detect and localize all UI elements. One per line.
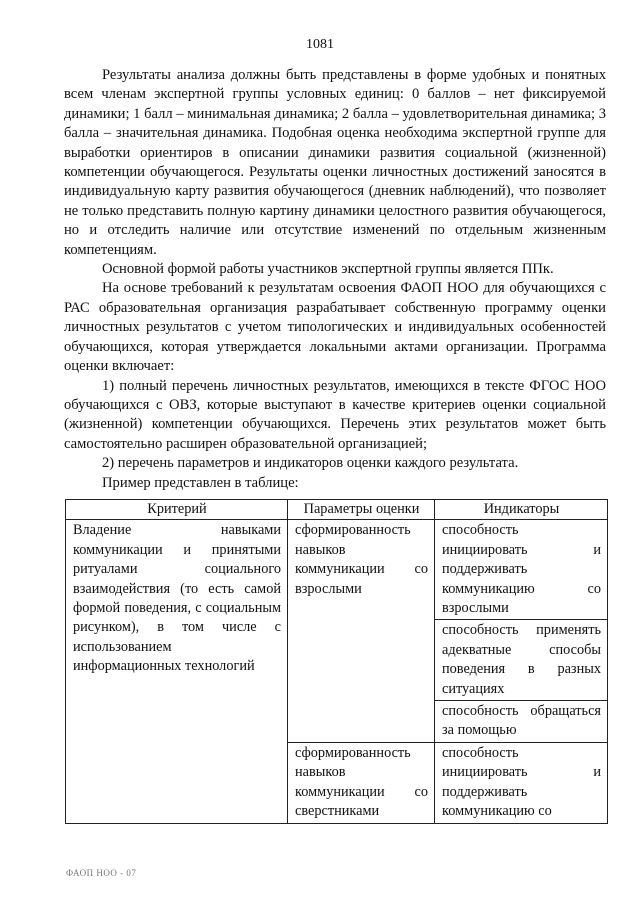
criterion-cell: Владение навыками коммуникации и принятыми ритуалами социального взаимодействия (то есть самой формой поведения, с социальным рисунком), в том числе с использованием информационных технологий — [66, 520, 288, 823]
paragraph-list-item-2: 2) перечень параметров и индикаторов оценки каждого результата. — [102, 455, 519, 472]
header-criterion: Критерий — [66, 500, 288, 520]
criteria-table — [65, 499, 608, 824]
parameter-cell-peers: сформированность навыков коммуникации со сверстниками — [288, 742, 435, 823]
page-number: 1081 — [306, 37, 334, 52]
paragraph-list-item-1: 1) полный перечень личностных результатов, имеющихся в тексте ФГОС НОО обучающихся с ОВЗ, которые выступают в качестве критериев оценки социальной (жизненной) компетенции обучающихся. Перечень этих результатов может быть самостоятельно расширен образовательной организацией; — [64, 377, 606, 452]
indicator-cell: способность обращаться за помощью — [435, 701, 608, 743]
header-parameters: Параметры оценки — [288, 500, 435, 520]
paragraph-table-intro: Пример представлен в таблице: — [102, 474, 299, 491]
paragraph-ppk: Основной формой работы участников экспертной группы является ППк. — [102, 261, 554, 278]
indicator-cell: способность инициировать и поддерживать коммуникацию со взрослыми — [435, 520, 608, 620]
paragraph-program-basis: На основе требований к результатам освоения ФАОП НОО для обучающихся с РАС образовательная организация разрабатывает собственную программу оценки личностных результатов с учетом типологических и индивидуальных особенностей обучающихся, которая утверждается локальными актами организации. Программа оценки включает: — [64, 280, 606, 375]
table-row — [66, 520, 608, 620]
indicator-cell: способность инициировать и поддерживать коммуникацию со — [435, 742, 608, 823]
indicator-cell: способность применять адекватные способы поведения в разных ситуациях — [435, 620, 608, 701]
table-header-row — [66, 500, 608, 520]
paragraph-results-analysis: Результаты анализа должны быть представлены в форме удобных и понятных всем членам экспертной группы условных единиц: 0 баллов – нет фиксируемой динамики; 1 балл – минимальная динамика; 2 балла – удовлетворительная динамика; 3 балла – значительная динамика. Подобная оценка необходима экспертной группе для выработки ориентиров в описании динамики развития социальной (жизненной) компетенции обучающегося. Результаты оценки личностных достижений заносятся в индивидуальную карту развития обучающегося (дневник наблюдений), что позволяет не только представить полную картину динамики целостного развития обучающегося, но и отследить наличие или отсутствие изменений по отдельным жизненным компетенциям. — [64, 67, 607, 258]
header-indicators: Индикаторы — [435, 500, 608, 520]
document-body — [64, 66, 606, 493]
parameter-cell-adults: сформированность навыков коммуникации со взрослыми — [288, 520, 435, 742]
footer-mark: ФАОП НОО - 07 — [66, 868, 137, 878]
